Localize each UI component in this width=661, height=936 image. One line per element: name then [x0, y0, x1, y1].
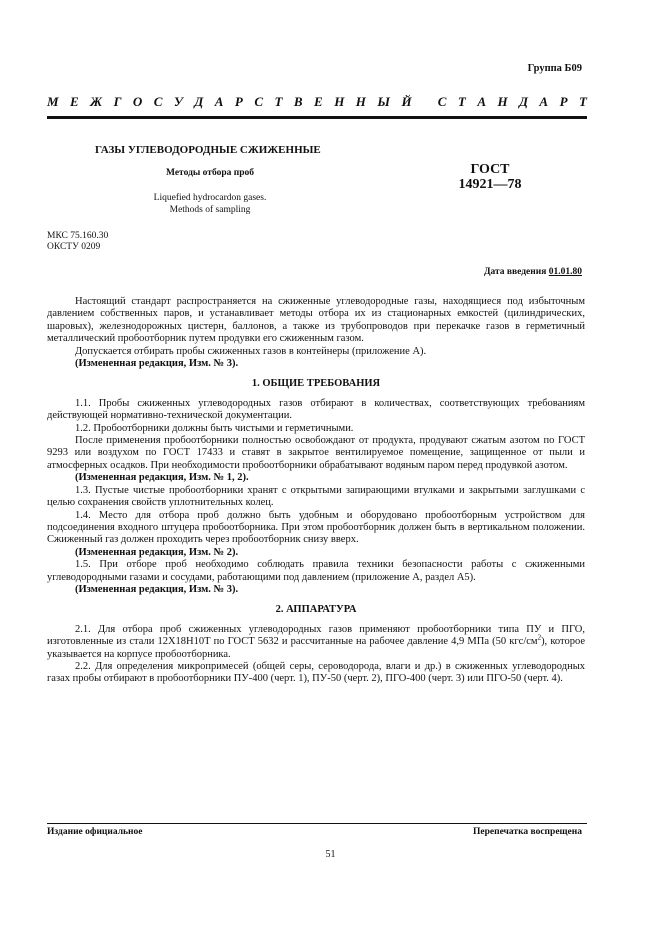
amendment-note: (Измененная редакция, Изм. № 3).	[75, 583, 239, 595]
paragraph: 1.3. Пустые чистые пробоотборники хранят с открытыми запирающими втулками и закрытыми заглушками с целью сохранения свойств уплотнительных колец.	[47, 484, 585, 509]
banner-letter: Д	[194, 94, 204, 109]
date-label: Дата введения	[483, 267, 547, 277]
banner-letter: А	[214, 94, 224, 109]
superscript: 2	[537, 633, 542, 642]
footer-reprint-notice: Перепечатка воспрещена	[472, 827, 582, 837]
section-heading: 1. ОБЩИЕ ТРЕБОВАНИЯ	[251, 378, 381, 390]
paragraph	[47, 624, 585, 661]
banner-letter: Р	[559, 94, 568, 109]
amendment-note: (Измененная редакция, Изм. № 3).	[75, 358, 239, 370]
paragraph-text: 2.1. Для отбора проб сжиженных углеводородных газов применяют пробоотборники типа ПУ и ПГО, изготовленные из стали 12Х18Н10Т по ГОСТ 5632 и рассчитанные на рабочее давление 4,9 МПа (50 кгс/см	[47, 623, 585, 648]
banner-letter: Ж	[90, 94, 103, 109]
amendment-note: (Измененная редакция, Изм. № 2).	[75, 546, 239, 558]
paragraph: Допускается отбирать пробы сжиженных газов в контейнеры (приложение А).	[75, 345, 427, 357]
document-body	[47, 296, 585, 686]
banner-gap	[423, 94, 426, 110]
okstu-code: ОКСТУ 0209	[47, 242, 101, 252]
english-title-line: Methods of sampling	[169, 205, 251, 215]
banner-letter: С	[254, 94, 264, 109]
paragraph: 1.2. Пробоотборники должны быть чистыми и герметичными.	[75, 422, 354, 434]
banner-letter: У	[173, 94, 183, 109]
banner-letter: Ы	[377, 94, 390, 109]
banner-letter: Т	[274, 94, 283, 109]
document-title: ГАЗЫ УГЛЕВОДОРОДНЫЕ СЖИЖЕННЫЕ	[95, 144, 321, 156]
date-value: 01.01.80	[548, 267, 582, 277]
banner-rule	[47, 116, 587, 119]
banner-letter: Е	[70, 94, 79, 109]
amendment-note: (Измененная редакция, Изм. № 1, 2).	[75, 472, 249, 484]
paragraph-text: ), которое указывается на корпусе пробоотборника.	[47, 636, 585, 660]
gost-number: 14921—78	[458, 177, 522, 192]
banner-letter: А	[539, 94, 549, 109]
english-title-line: Liquefied hydrocardon gases.	[153, 193, 267, 203]
banner-letter: О	[132, 94, 143, 109]
banner-letter: М	[47, 94, 59, 109]
banner-letter: Й	[401, 94, 412, 109]
footer-rule	[47, 823, 587, 824]
footer-official-edition: Издание официальное	[47, 827, 143, 837]
banner-letter: С	[153, 94, 163, 109]
section-heading: 2. АППАРАТУРА	[275, 604, 357, 616]
paragraph: После применения пробоотборники полностью освобождают от продукта, продувают сжатым азотом по ГОСТ 9293 или воздухом по ГОСТ 17433 и ставят в закрытое вентилируемое помещение, защищенное от пыли и атмосферных осадков. При необходимости пробоотборники обрабатывают водяным паром перед продувкой азотом.	[47, 435, 585, 471]
paragraph: 2.2. Для определения микропримесей (общей серы, сероводорода, влаги и др.) в сжиженных углеводородных газах пробы отбирают в пробоотборники ПУ-400 (черт. 1), ПУ-50 (черт. 2), ПГО-400 (черт. 3) или ПГО-50 (черт. 4).	[47, 660, 585, 685]
paragraph: 1.1. Пробы сжиженных углеводородных газов отбирают в количествах, соответствующих требованиям действующей нормативно-технической документации.	[47, 397, 585, 422]
group-code: Группа Б09	[527, 63, 582, 74]
page-number: 51	[325, 849, 336, 860]
gost-designation	[440, 162, 540, 192]
banner-letter: Н	[355, 94, 366, 109]
banner-letter: В	[293, 94, 303, 109]
banner-letter: Е	[314, 94, 323, 109]
mks-code: МКС 75.160.30	[47, 231, 109, 241]
standard-banner	[47, 94, 587, 110]
banner-letter: Р	[234, 94, 243, 109]
banner-letter: А	[477, 94, 486, 109]
effective-date	[484, 267, 582, 277]
banner-letter: С	[437, 94, 447, 109]
banner-letter: Д	[519, 94, 528, 109]
banner-letter: Т	[578, 94, 587, 109]
gost-label: ГОСТ	[470, 162, 510, 177]
banner-letter: Т	[457, 94, 466, 109]
english-title	[110, 192, 310, 216]
banner-letter: Н	[334, 94, 345, 109]
paragraph: 1.4. Место для отбора проб должно быть удобным и оборудовано пробоотборным устройством для подсоединения входного штуцера пробоотборника. При этом пробоотборник должен быть в вертикальном положении. Сжиженный газ должен проходить через пробоотборник снизу вверх.	[47, 509, 585, 546]
paragraph: Настоящий стандарт распространяется на сжиженные углеводородные газы, находящиеся под избыточным давлением собственных паров, и устанавливает методы отбора их из стационарных емкостей (цилиндрических, шаровых), железнодорожных цистерн, баллонов, а также из трубопроводов при перекачке газов в герметичный металлический пробоотборник путем продувки его сжиженным газом.	[47, 296, 585, 345]
banner-letter: Н	[497, 94, 508, 109]
classification-codes	[47, 231, 108, 253]
paragraph: 1.5. При отборе проб необходимо соблюдать правила техники безопасности работы с сжиженными углеводородными газами и сосудами, работающими под давлением (приложение А, раздел А5).	[47, 559, 585, 583]
document-subtitle: Методы отбора проб	[166, 168, 255, 178]
banner-letter: Г	[113, 94, 122, 109]
